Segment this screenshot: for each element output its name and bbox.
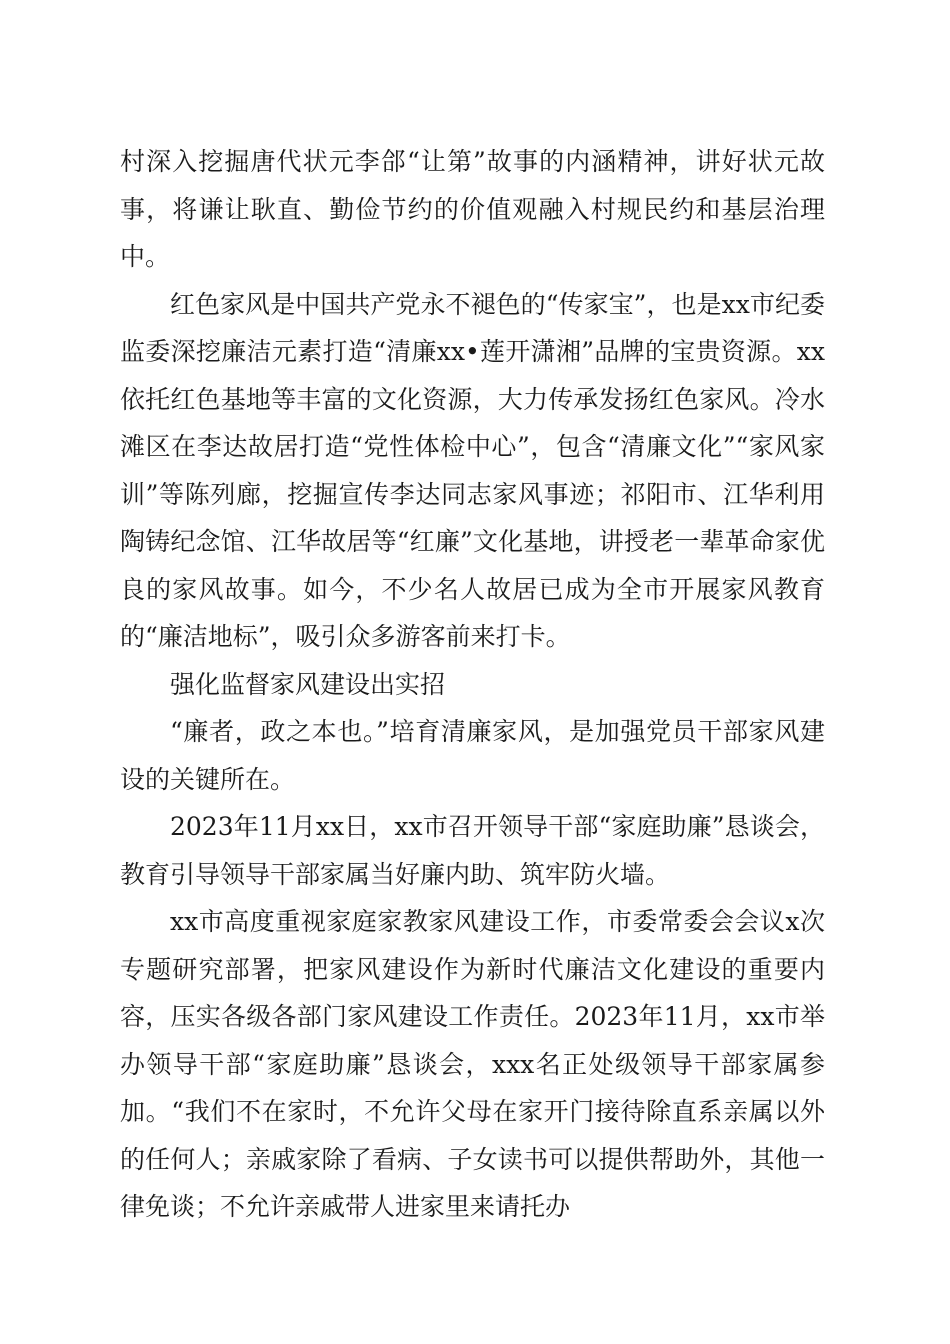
paragraph-city-work: xx市高度重视家庭家教家风建设工作，市委常委会会议x次专题研究部署，把家风建设作为新时代廉洁文化建设的重要内容，压实各级各部门家风建设工作责任。2023年11月，xx市举办领导干部“家庭助廉”恳谈会，xxx名正处级领导干部家属参加。“我们不在家时，不允许父母在家开门接待除直系亲属以外的任何人；亲戚家除了看病、子女读书可以提供帮助外，其他一律免谈；不允许亲戚带人进家里来请托办	[120, 907, 825, 1221]
paragraph-continuation: 村深入挖掘唐代状元李郃“让第”故事的内涵精神，讲好状元故事，将谦让耿直、勤俭节约的价值观融入村规民约和基层治理中。	[120, 147, 825, 271]
paragraph-meeting: 2023年11月xx日，xx市召开领导干部“家庭助廉”恳谈会，教育引导领导干部家属当好廉内助、筑牢防火墙。	[120, 812, 825, 889]
document-body	[120, 138, 825, 1231]
section-heading: 强化监督家风建设出实招	[170, 669, 446, 699]
paragraph-quote: “廉者，政之本也。”培育清廉家风，是加强党员干部家风建设的关键所在。	[120, 717, 825, 794]
paragraph-red-family-style: 红色家风是中国共产党永不褪色的“传家宝”，也是xx市纪委监委深挖廉洁元素打造“清廉xx•莲开潇湘”品牌的宝贵资源。xx依托红色基地等丰富的文化资源，大力传承发扬红色家风。冷水滩区在李达故居打造“党性体检中心”，包含“清廉文化”“家风家训”等陈列廊，挖掘宣传李达同志家风事迹；祁阳市、江华利用陶铸纪念馆、江华故居等“红廉”文化基地，讲授老一辈革命家优良的家风故事。如今，不少名人故居已成为全市开展家风教育的“廉洁地标”，吸引众多游客前来打卡。	[120, 289, 825, 651]
